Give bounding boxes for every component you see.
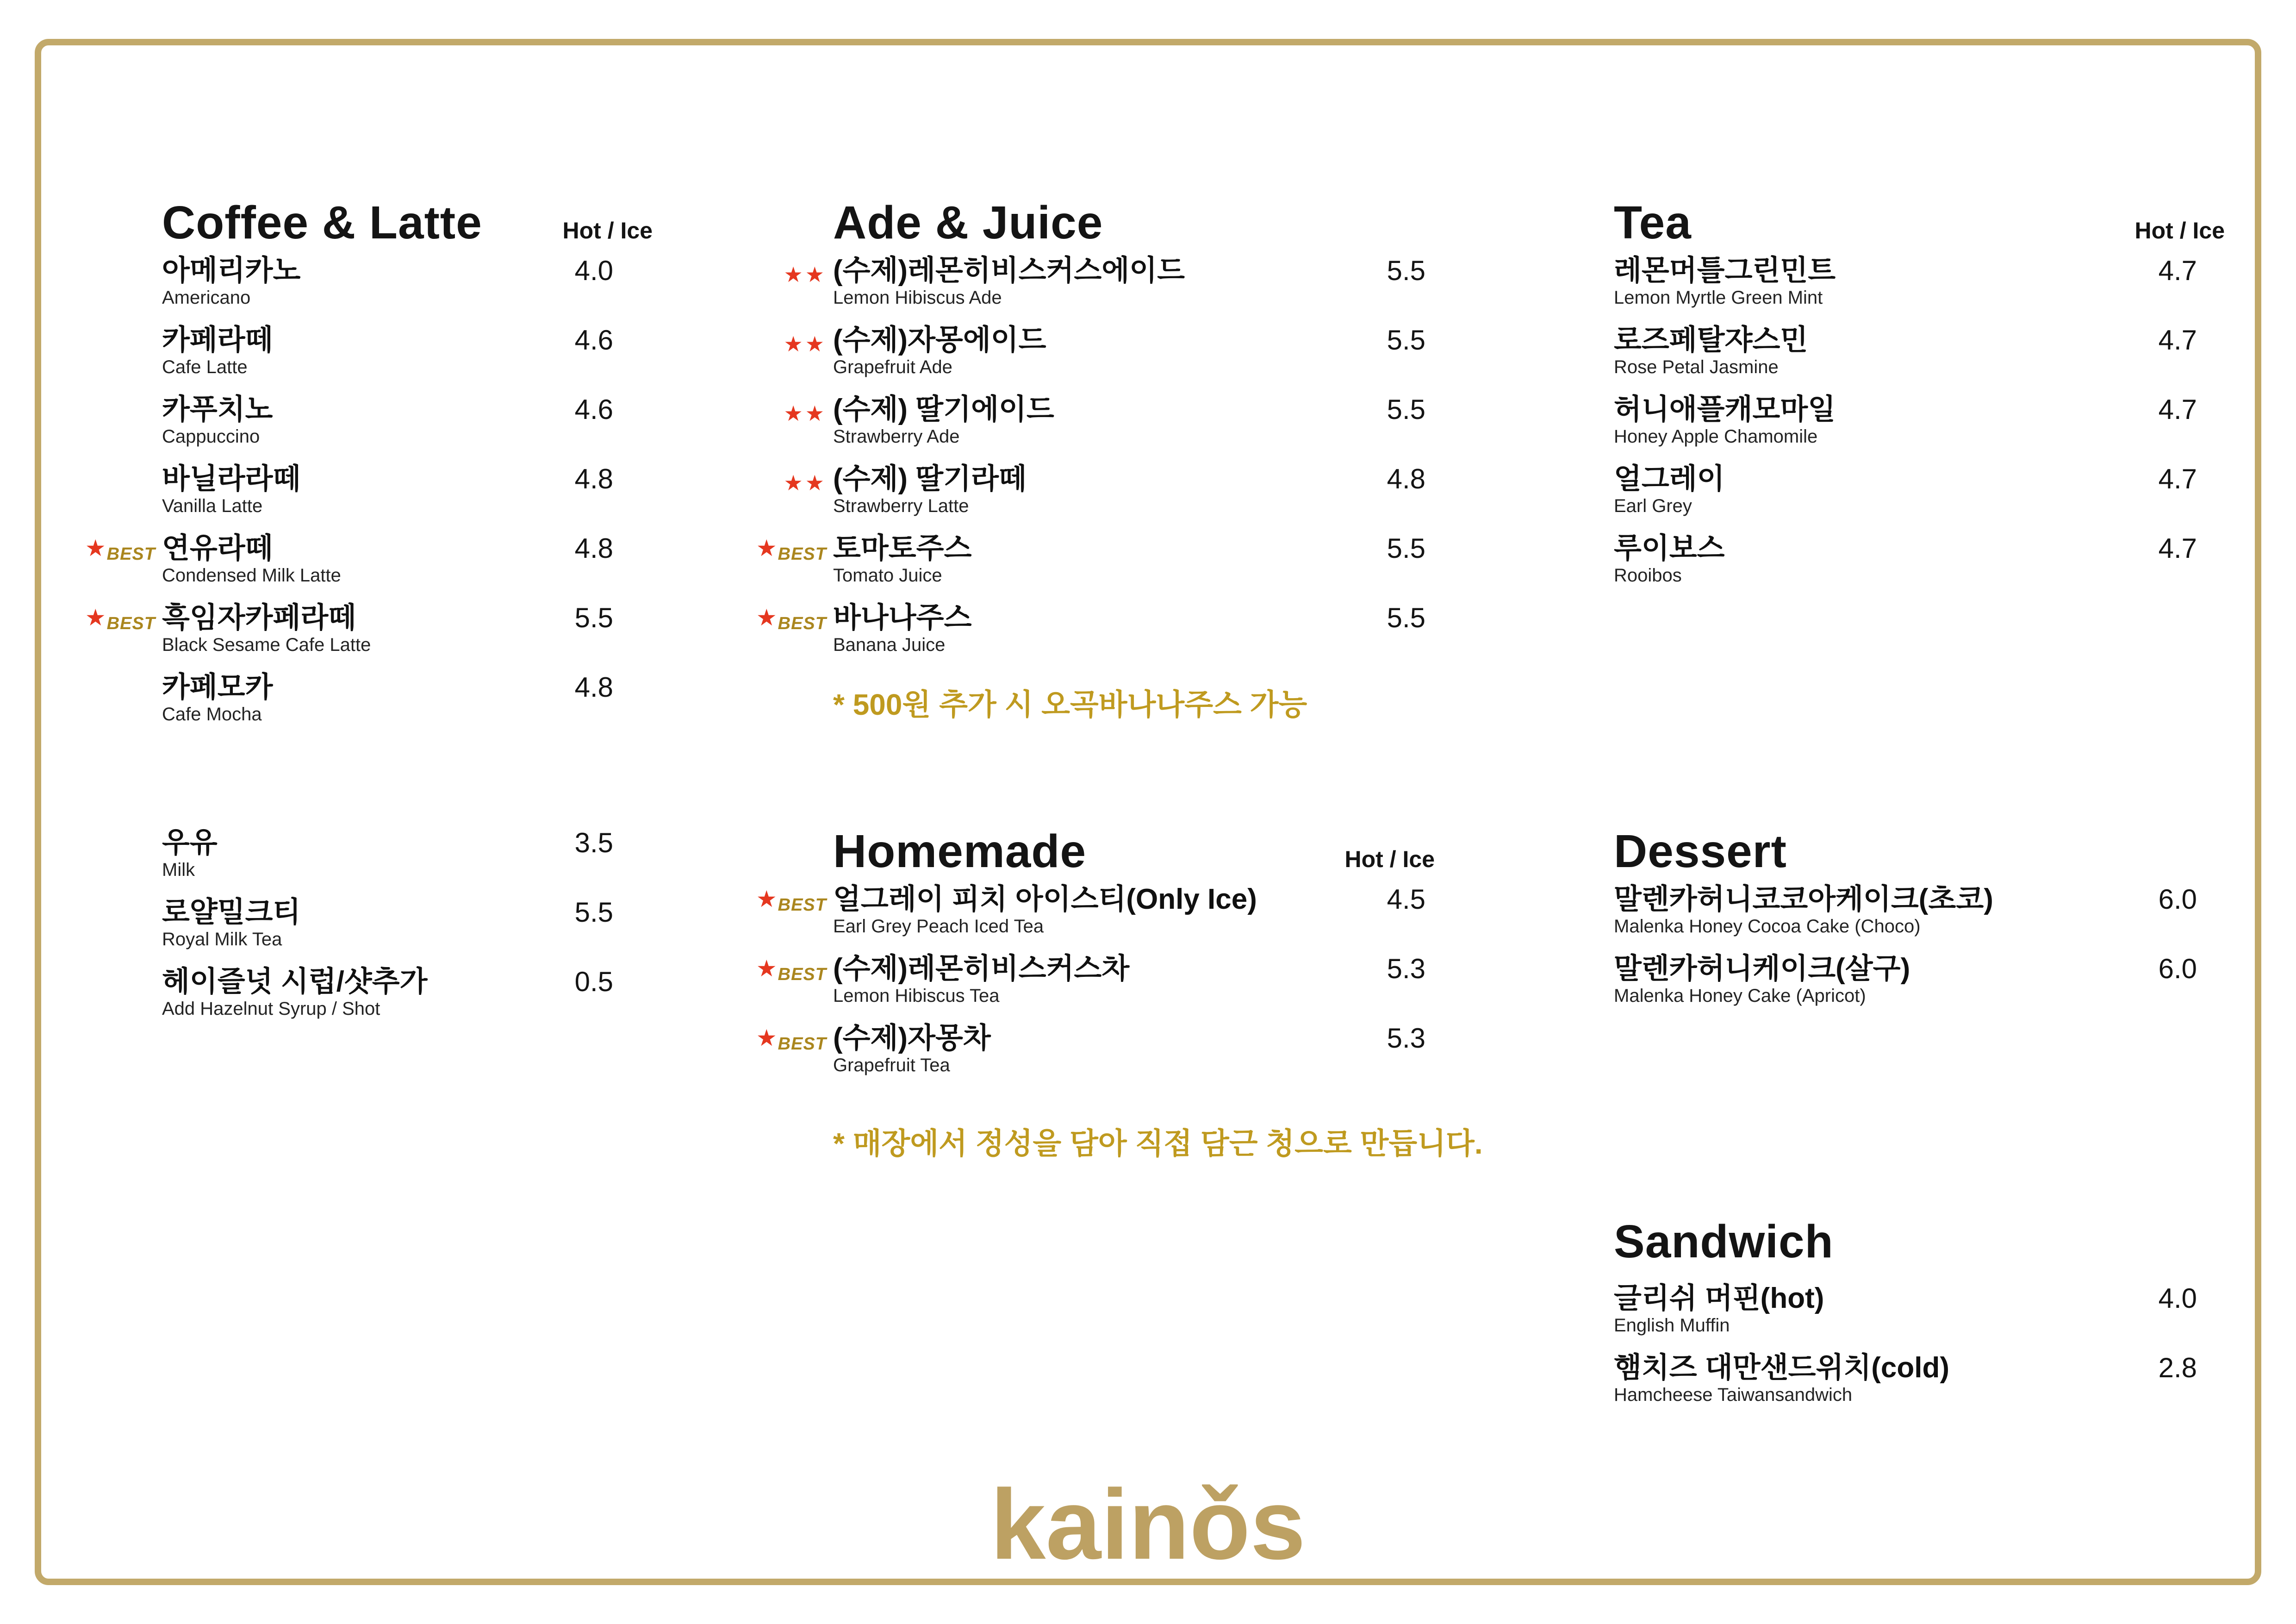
section-title: Ade & Juice [833,197,1103,249]
item-name-kr: 로즈페탈쟈스민 [1614,324,1808,356]
best-label: BEST [106,614,156,633]
section-title: Coffee & Latte [162,197,482,249]
best-badge [756,955,827,991]
menu-item [756,602,1435,656]
item-price: 4.8 [574,463,613,494]
item-name-kr: ★BEST 바나나주스 [833,602,1435,634]
menu-item [784,463,1435,517]
menu-item [1614,255,2225,308]
menu-item [162,966,653,1019]
item-name-kr: 우유 [162,827,218,859]
menu-item [1614,953,2225,1006]
item-name-en: Tomato Juice [833,565,942,586]
best-badge [756,885,827,921]
menu-item [756,1022,1435,1076]
section-title: Dessert [1614,825,1787,877]
item-name-kr: 카페모카 [162,671,273,703]
menu-item [162,463,653,517]
item-name-kr: 햄치즈 대만샌드위치(cold) [1614,1352,1949,1384]
section-header [833,825,1435,877]
item-price: 4.8 [574,672,613,703]
section-header [833,196,1435,249]
item-name-kr: 얼그레이 [1614,463,1725,495]
item-price: 4.7 [2158,394,2197,425]
item-name-kr: ★★ (수제)자몽에이드 [833,324,1435,356]
item-price: 4.0 [2158,1283,2197,1314]
item-name-en: Earl Grey Peach Iced Tea [833,916,1044,937]
item-name-en: Strawberry Ade [833,426,960,447]
double-star-icon: ★★ [784,332,827,356]
menu-item [1614,1352,2225,1405]
section-header [1614,1215,2225,1268]
menu-item [162,827,653,881]
double-star-icon: ★★ [784,262,827,287]
menu-item [1614,394,2225,447]
item-name-kr: ★★ (수제) 딸기에이드 [833,394,1435,426]
item-name-kr: ★BEST 흑임자카페라떼 [162,602,653,634]
menu-item [85,532,653,586]
item-name-kr: 레몬머틀그린민트 [1614,255,1836,287]
item-name-kr: 카페라떼 [162,324,273,356]
best-badge [85,604,156,640]
item-price: 5.5 [1387,255,1425,286]
best-label: BEST [106,544,156,564]
item-name-kr: ★BEST (수제)레몬히비스커스차 [833,953,1435,985]
menu-item [85,602,653,656]
item-name-kr: 로얄밀크티 [162,896,301,928]
section-header [162,196,653,249]
menu-item [1614,463,2225,517]
item-price: 3.5 [574,827,613,858]
item-price: 6.0 [2158,884,2197,915]
item-name-en: Cappuccino [162,426,260,447]
best-label: BEST [778,1034,827,1054]
star-icon: ★ [85,535,106,561]
star-icon: ★ [756,956,777,981]
item-name-en: Cafe Mocha [162,704,262,725]
item-name-kr: ★★ (수제)레몬히비스커스에이드 [833,255,1435,287]
item-name-en: Grapefruit Ade [833,357,952,377]
double-star-icon: ★★ [784,401,827,425]
item-price: 4.0 [574,255,613,286]
item-name-kr: ★BEST (수제)자몽차 [833,1022,1435,1055]
star-icon: ★ [756,605,777,631]
section-dessert [1614,825,2225,1022]
item-price: 4.6 [574,394,613,425]
item-name-en: Add Hazelnut Syrup / Shot [162,999,380,1019]
best-badge [85,534,156,570]
item-price: 6.0 [2158,953,2197,984]
item-price: 4.7 [2158,255,2197,286]
item-price: 5.3 [1387,953,1425,984]
menu-item [162,896,653,950]
item-price: 4.7 [2158,463,2197,494]
item-name-en: Banana Juice [833,635,946,655]
item-name-en: Rose Petal Jasmine [1614,357,1779,377]
item-name-en: Honey Apple Chamomile [1614,426,1818,447]
item-name-en: Milk [162,860,195,880]
double-star-icon: ★★ [784,471,827,495]
brand-logo: kainǒs [990,1468,1306,1580]
section-homemade [756,825,1483,1162]
item-name-kr: 루이보스 [1614,532,1725,564]
item-price: 5.3 [1387,1023,1425,1054]
item-name-en: Malenka Honey Cocoa Cake (Choco) [1614,916,1921,937]
menu-item [1614,324,2225,378]
item-name-en: Lemon Hibiscus Ade [833,287,1002,308]
menu-item [784,255,1435,308]
best-label: BEST [778,614,827,633]
item-name-en: Condensed Milk Latte [162,565,341,586]
best-label: BEST [778,544,827,564]
best-label: BEST [778,965,827,984]
star-icon: ★ [756,886,777,912]
item-name-en: Vanilla Latte [162,496,263,516]
item-price: 4.8 [574,533,613,564]
section-sandwich [1614,1215,2225,1421]
price-column-header: Hot / Ice [562,218,653,244]
item-price: 0.5 [574,966,613,997]
menu-note: * 500원 추가 시 오곡바나나주스 가능 [833,688,1307,721]
menu-item [162,324,653,378]
section-title: Sandwich [1614,1216,1834,1268]
item-name-kr: 말렌카허니케이크(살구) [1614,953,1910,985]
section-coffee-latte [85,196,653,1035]
item-name-kr: ★BEST 토마토주스 [833,532,1435,565]
menu-item [1614,1282,2225,1336]
item-name-en: Cafe Latte [162,357,248,377]
section-header [1614,825,2225,877]
item-price: 5.5 [1387,394,1425,425]
item-name-en: Malenka Honey Cake (Apricot) [1614,986,1866,1006]
menu-item [784,394,1435,447]
best-label: BEST [778,895,827,915]
item-name-kr: ★BEST 연유라떼 [162,532,653,565]
item-name-en: Lemon Hibiscus Tea [833,986,1000,1006]
item-price: 4.7 [2158,533,2197,564]
star-icon: ★ [756,535,777,561]
menu-item [162,394,653,447]
section-title: Tea [1614,197,1692,249]
menu-item [162,255,653,308]
item-name-en: Earl Grey [1614,496,1692,516]
item-name-en: Royal Milk Tea [162,929,282,949]
price-column-header: Hot / Ice [1344,846,1435,872]
item-name-en: Lemon Myrtle Green Mint [1614,287,1823,308]
item-price: 5.5 [574,897,613,928]
item-price: 4.7 [2158,325,2197,356]
menu-note: * 매장에서 정성을 담아 직접 담근 청으로 만듭니다. [833,1127,1483,1160]
item-name-kr: 헤이즐넛 시럽/샷추가 [162,966,428,998]
menu-item [1614,532,2225,586]
item-price: 2.8 [2158,1352,2197,1383]
menu-item [756,532,1435,586]
item-price: 5.5 [1387,533,1425,564]
section-ade-juice [756,196,1435,724]
item-name-en: Black Sesame Cafe Latte [162,635,371,655]
item-price: 5.5 [1387,602,1425,633]
menu-item [784,324,1435,378]
section-tea [1614,196,2225,602]
star-icon: ★ [85,605,106,631]
section-title: Homemade [833,825,1087,877]
item-name-kr: 허니애플캐모마일 [1614,394,1836,425]
best-badge [756,604,827,640]
best-badge [756,1024,827,1060]
menu-item [1614,883,2225,937]
item-name-kr: 아메리카노 [162,255,301,287]
item-price: 4.5 [1387,884,1425,915]
menu-item [756,883,1435,937]
menu-item [756,953,1435,1006]
item-name-kr: 바닐라라떼 [162,463,301,495]
item-name-en: Americano [162,287,251,308]
item-name-en: Hamcheese Taiwansandwich [1614,1385,1853,1405]
item-price: 5.5 [1387,325,1425,356]
best-badge [756,534,827,570]
item-price: 4.6 [574,325,613,356]
section-header [1614,196,2225,249]
item-name-kr: ★BEST 얼그레이 피치 아이스티(Only Ice) [833,883,1435,916]
menu-item [162,671,653,725]
price-column-header: Hot / Ice [2134,218,2225,244]
item-name-en: Rooibos [1614,565,1682,586]
item-price: 5.5 [574,602,613,633]
milk-group [162,827,653,1019]
item-name-kr: 글리쉬 머핀(hot) [1614,1282,1824,1314]
item-name-en: English Muffin [1614,1315,1730,1336]
item-name-en: Grapefruit Tea [833,1055,950,1075]
item-price: 4.8 [1387,463,1425,494]
item-name-kr: 카푸치노 [162,394,273,425]
item-name-kr: 말렌카허니코코아케이크(초코) [1614,883,1993,915]
item-name-kr: ★★ (수제) 딸기라떼 [833,463,1435,495]
item-name-en: Strawberry Latte [833,496,969,516]
star-icon: ★ [756,1025,777,1051]
